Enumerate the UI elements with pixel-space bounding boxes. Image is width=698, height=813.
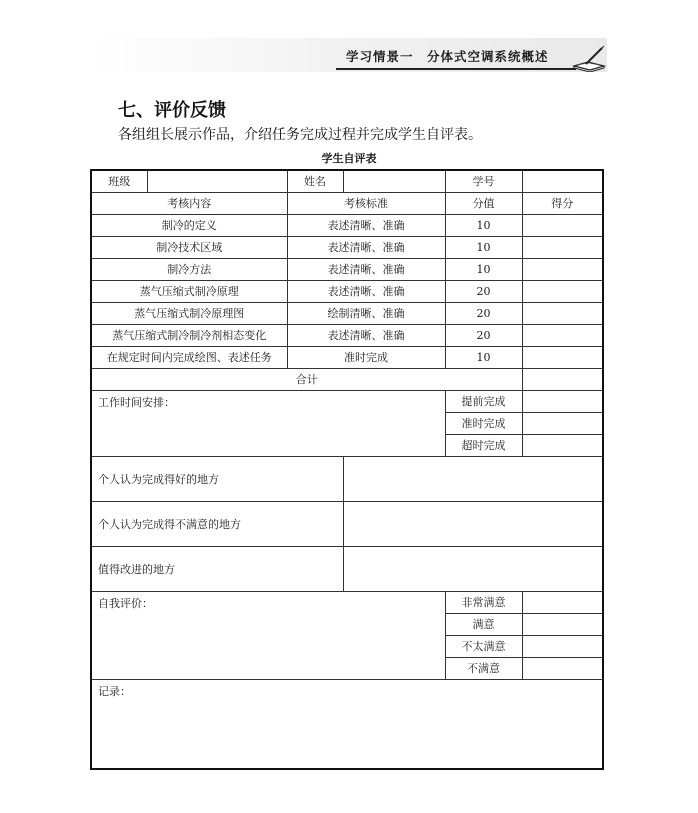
book-pen-icon [572, 44, 606, 72]
points-field[interactable] [522, 215, 603, 237]
time-option-early: 提前完成 [445, 391, 522, 413]
time-option-ontime: 准时完成 [445, 413, 522, 435]
table-row [91, 303, 603, 325]
satisfaction-option-unsatisfied: 不满意 [445, 658, 522, 680]
points-field[interactable] [522, 237, 603, 259]
time-option-late-field[interactable] [522, 435, 603, 457]
self-evaluation-label[interactable]: 自我评价： [91, 592, 445, 680]
self-evaluation-row [91, 592, 603, 614]
column-header-points: 得分 [522, 193, 603, 215]
assessment-score: 10 [445, 259, 522, 281]
satisfaction-option-very: 非常满意 [445, 592, 522, 614]
total-row [91, 369, 603, 391]
record-field[interactable]: 记录： [91, 680, 603, 770]
table-caption: 学生自评表 [321, 152, 377, 165]
satisfaction-option-satisfied-field[interactable] [522, 614, 603, 636]
time-arrangement-row [91, 391, 603, 413]
header-rule [336, 68, 576, 70]
reflection-field-unsatisfied[interactable] [343, 502, 603, 547]
running-header-title: 学习情景一 分体式空调系统概述 [346, 49, 549, 64]
section-title: 七、评价反馈 [118, 100, 226, 121]
assessment-content: 蒸气压缩式制冷制冷剂相态变化 [91, 325, 287, 347]
section-intro: 各组组长展示作品，介绍任务完成过程并完成学生自评表。 [118, 127, 482, 143]
points-field[interactable] [522, 281, 603, 303]
record-row [91, 680, 603, 770]
table-row [91, 281, 603, 303]
assessment-score: 10 [445, 237, 522, 259]
assessment-content: 蒸气压缩式制冷原理 [91, 281, 287, 303]
assessment-score: 20 [445, 303, 522, 325]
student-no-field[interactable] [522, 170, 603, 193]
class-field[interactable] [147, 170, 287, 193]
satisfaction-option-satisfied: 满意 [445, 614, 522, 636]
column-header-standard: 考核标准 [287, 193, 445, 215]
table-row [91, 259, 603, 281]
table-header-row [91, 193, 603, 215]
table-row [91, 237, 603, 259]
table-row [91, 347, 603, 369]
points-field[interactable] [522, 259, 603, 281]
points-field[interactable] [522, 325, 603, 347]
assessment-content: 在规定时间内完成绘图、表述任务 [91, 347, 287, 369]
column-header-content: 考核内容 [91, 193, 287, 215]
table-row [91, 215, 603, 237]
assessment-standard: 表述清晰、准确 [287, 237, 445, 259]
satisfaction-option-not-quite-field[interactable] [522, 636, 603, 658]
assessment-standard: 表述清晰、准确 [287, 325, 445, 347]
time-arrangement-label[interactable]: 工作时间安排： [91, 391, 445, 457]
reflection-field-good[interactable] [343, 457, 603, 502]
reflection-label-unsatisfied: 个人认为完成得不满意的地方 [91, 502, 343, 547]
assessment-standard: 准时完成 [287, 347, 445, 369]
table-row [91, 325, 603, 347]
assessment-score: 20 [445, 281, 522, 303]
satisfaction-option-not-quite: 不太满意 [445, 636, 522, 658]
assessment-standard: 表述清晰、准确 [287, 215, 445, 237]
satisfaction-option-very-field[interactable] [522, 592, 603, 614]
satisfaction-option-unsatisfied-field[interactable] [522, 658, 603, 680]
self-evaluation-table [90, 169, 604, 770]
reflection-row [91, 502, 603, 547]
student-no-label: 学号 [445, 170, 522, 193]
assessment-standard: 表述清晰、准确 [287, 281, 445, 303]
assessment-content: 蒸气压缩式制冷原理图 [91, 303, 287, 325]
name-field[interactable] [343, 170, 445, 193]
time-option-late: 超时完成 [445, 435, 522, 457]
reflection-field-improve[interactable] [343, 547, 603, 592]
assessment-standard: 表述清晰、准确 [287, 259, 445, 281]
time-option-ontime-field[interactable] [522, 413, 603, 435]
assessment-score: 10 [445, 215, 522, 237]
assessment-content: 制冷技术区域 [91, 237, 287, 259]
assessment-content: 制冷方法 [91, 259, 287, 281]
student-info-row [91, 170, 603, 193]
assessment-standard: 绘制清晰、准确 [287, 303, 445, 325]
assessment-score: 20 [445, 325, 522, 347]
class-label: 班级 [91, 170, 147, 193]
reflection-row [91, 457, 603, 502]
points-field[interactable] [522, 347, 603, 369]
time-option-early-field[interactable] [522, 391, 603, 413]
reflection-row [91, 547, 603, 592]
name-label: 姓名 [287, 170, 343, 193]
assessment-content: 制冷的定义 [91, 215, 287, 237]
column-header-score: 分值 [445, 193, 522, 215]
total-label: 合计 [91, 369, 522, 391]
total-field[interactable] [522, 369, 603, 391]
assessment-score: 10 [445, 347, 522, 369]
points-field[interactable] [522, 303, 603, 325]
reflection-label-improve: 值得改进的地方 [91, 547, 343, 592]
reflection-label-good: 个人认为完成得好的地方 [91, 457, 343, 502]
